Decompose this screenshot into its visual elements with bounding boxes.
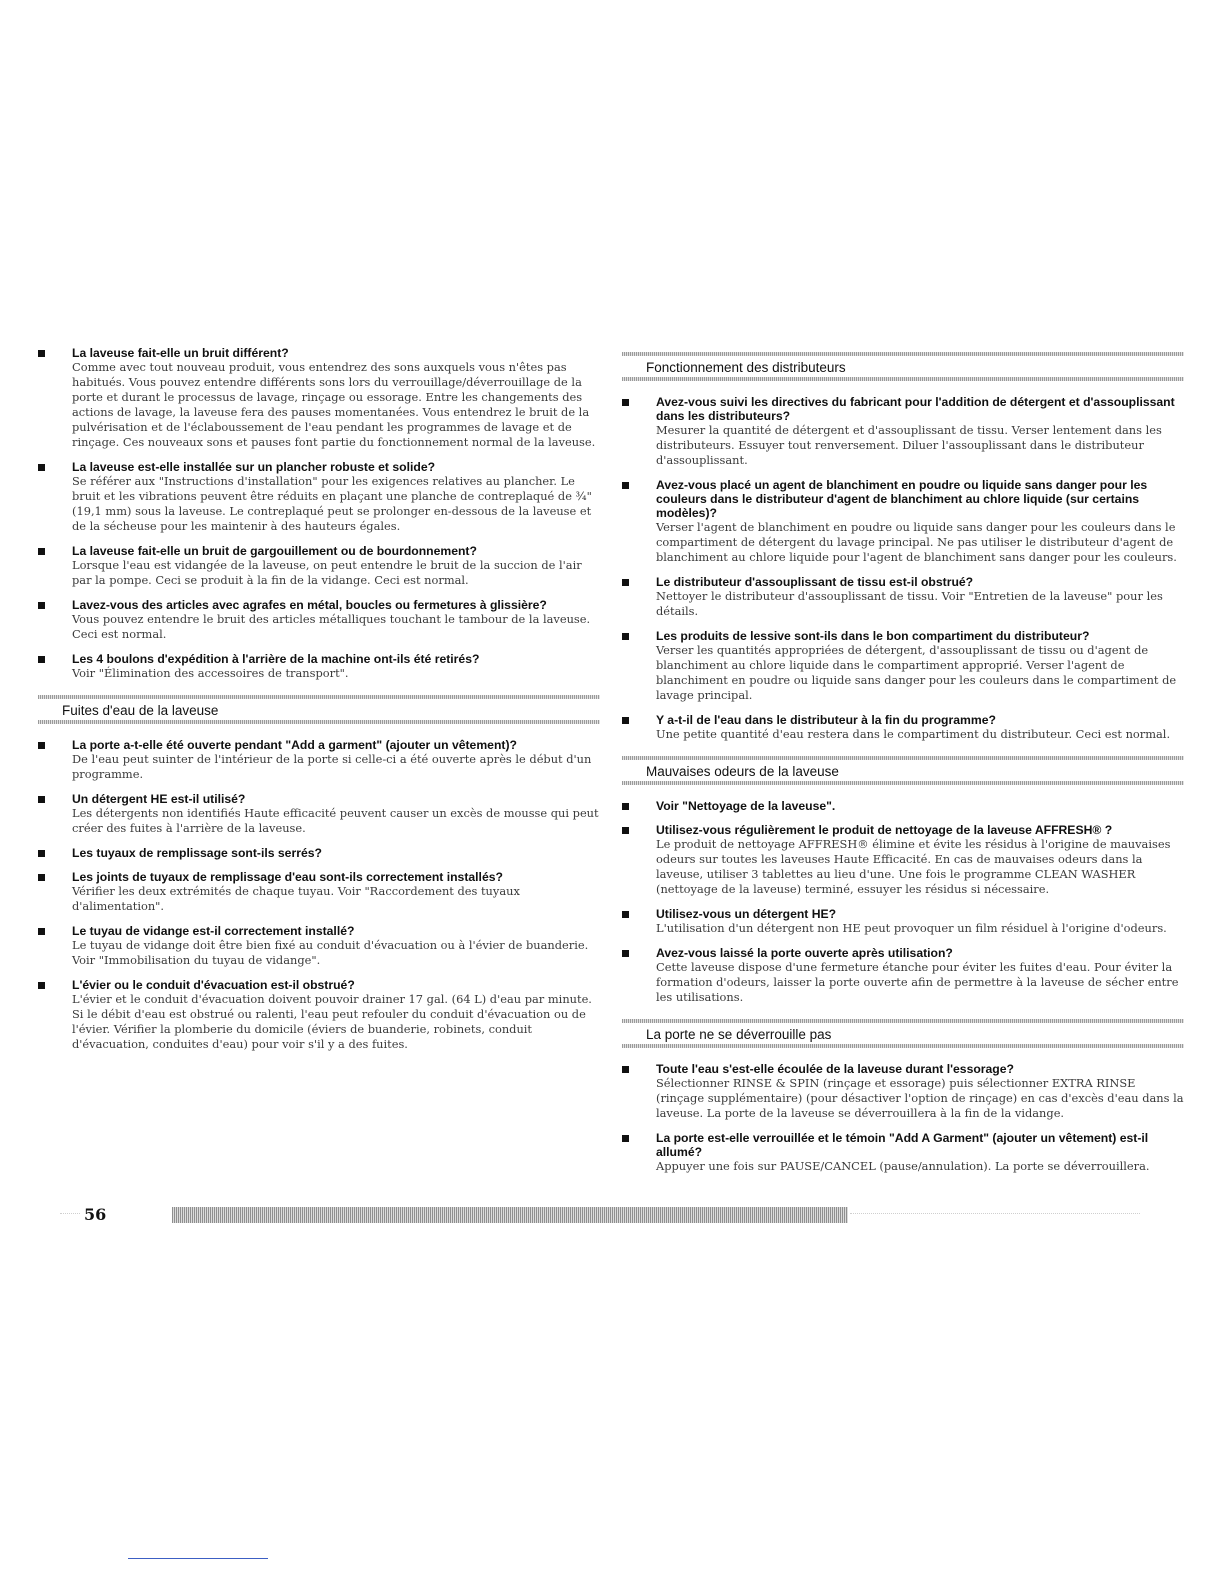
- section-header: [622, 1019, 1184, 1048]
- square-bullet-icon: [622, 1066, 629, 1073]
- faq-question: Les 4 boulons d'expédition à l'arrière de la machine ont-ils été retirés?: [72, 652, 480, 666]
- faq-item: [38, 598, 600, 642]
- footer-dotted-rule: [850, 1213, 1140, 1215]
- faq-question: Lavez-vous des articles avec agrafes en métal, boucles ou fermetures à glissière?: [72, 598, 547, 612]
- section-rule: [622, 781, 1184, 785]
- page-footer: [60, 1205, 1140, 1225]
- faq-item: [38, 460, 600, 534]
- faq-answer: Comme avec tout nouveau produit, vous entendrez des sons auxquels vous n'êtes pas habitués. Vous pouvez entendre différents sons lors du verrouillage/déverrouillage de la porte et durant le processus de lavage, rinçage ou essorage. Entre les changements des actions de lavage, la laveuse fera des pauses momentanées. Vous entendrez le bruit de la pulvérisation et de l'éclaboussement de l'eau pendant les programmes de lavage et de rinçage. Ces nouveaux sons et pauses font partie du fonctionnement normal de la laveuse.: [72, 360, 596, 449]
- faq-answer: Voir "Élimination des accessoires de transport".: [72, 666, 349, 680]
- section-header: [622, 756, 1184, 785]
- faq-question: Avez-vous placé un agent de blanchiment en poudre ou liquide sans danger pour les couleurs dans le distributeur d'agent de blanchiment au chlore liquide (sur certains modèles)?: [656, 478, 1148, 520]
- square-bullet-icon: [622, 579, 629, 586]
- bottom-underline: [128, 1558, 268, 1559]
- faq-question: Toute l'eau s'est-elle écoulée de la laveuse durant l'essorage?: [656, 1062, 1014, 1076]
- section-rule: [622, 1044, 1184, 1048]
- footer-rule: [172, 1207, 848, 1223]
- faq-item: [38, 738, 600, 782]
- section-title: Mauvaises odeurs de la laveuse: [646, 764, 839, 779]
- faq-item: [38, 846, 600, 860]
- square-bullet-icon: [38, 742, 45, 749]
- square-bullet-icon: [38, 796, 45, 803]
- section-title: La porte ne se déverrouille pas: [646, 1027, 832, 1042]
- faq-item: [38, 652, 600, 681]
- faq-item: [622, 799, 1184, 813]
- square-bullet-icon: [38, 850, 45, 857]
- faq-question: La laveuse fait-elle un bruit de gargouillement ou de bourdonnement?: [72, 544, 477, 558]
- faq-item: [38, 792, 600, 836]
- faq-answer: Appuyer une fois sur PAUSE/CANCEL (pause/annulation). La porte se déverrouillera.: [656, 1159, 1150, 1173]
- faq-answer: L'évier et le conduit d'évacuation doivent pouvoir drainer 17 gal. (64 L) d'eau par minute. Si le débit d'eau est obstrué ou ralenti, l'eau peut refouler du conduit d'évacuation ou de l'évier. Vérifier la plomberie du domicile (éviers de buanderie, robinets, conduit d'évacuation, conduites d'eau) pour voir s'il y a des fuites.: [72, 992, 592, 1051]
- faq-item: [622, 946, 1184, 1005]
- faq-question: Le distributeur d'assouplissant de tissu est-il obstrué?: [656, 575, 974, 589]
- square-bullet-icon: [622, 633, 629, 640]
- faq-question: Utilisez-vous un détergent HE?: [656, 907, 837, 921]
- faq-question: Utilisez-vous régulièrement le produit de nettoyage de la laveuse AFFRESH® ?: [656, 823, 1113, 837]
- faq-item: [622, 478, 1184, 565]
- square-bullet-icon: [38, 656, 45, 663]
- faq-question: La porte a-t-elle été ouverte pendant "Add a garment" (ajouter un vêtement)?: [72, 738, 517, 752]
- faq-question: Les tuyaux de remplissage sont-ils serrés?: [72, 846, 322, 860]
- faq-question: Les joints de tuyaux de remplissage d'eau sont-ils correctement installés?: [72, 870, 503, 884]
- square-bullet-icon: [622, 803, 629, 810]
- faq-question: Le tuyau de vidange est-il correctement installé?: [72, 924, 355, 938]
- square-bullet-icon: [622, 717, 629, 724]
- faq-question: Avez-vous suivi les directives du fabricant pour l'addition de détergent et d'assouplissant dans les distributeurs?: [656, 395, 1175, 423]
- faq-answer: Vérifier les deux extrémités de chaque tuyau. Voir "Raccordement des tuyaux d'alimentation".: [72, 884, 520, 913]
- faq-item: [622, 629, 1184, 703]
- faq-item: [38, 346, 600, 450]
- section-header: [38, 695, 600, 724]
- section-title: Fonctionnement des distributeurs: [646, 360, 846, 375]
- faq-question: L'évier ou le conduit d'évacuation est-il obstrué?: [72, 978, 355, 992]
- faq-answer: Les détergents non identifiés Haute efficacité peuvent causer un excès de mousse qui peut créer des fuites à l'arrière de la laveuse.: [72, 806, 599, 835]
- faq-answer: Sélectionner RINSE & SPIN (rinçage et essorage) puis sélectionner EXTRA RINSE (rinçage supplémentaire) (pour désactiver l'option de rinçage) en cas d'excès d'eau dans la laveuse. La porte de la laveuse se déverrouillera à la fin de la vidange.: [656, 1076, 1184, 1120]
- faq-item: [622, 395, 1184, 468]
- faq-question: La porte est-elle verrouillée et le témoin "Add A Garment" (ajouter un vêtement) est-il allumé?: [656, 1131, 1149, 1159]
- faq-item: [622, 907, 1184, 936]
- faq-question: Y a-t-il de l'eau dans le distributeur à la fin du programme?: [656, 713, 996, 727]
- square-bullet-icon: [622, 482, 629, 489]
- page-number: 56: [84, 1205, 107, 1224]
- section-header: [622, 352, 1184, 381]
- square-bullet-icon: [38, 602, 45, 609]
- faq-question: La laveuse fait-elle un bruit différent?: [72, 346, 289, 360]
- faq-item: [38, 870, 600, 914]
- square-bullet-icon: [38, 464, 45, 471]
- section-title: Fuites d'eau de la laveuse: [62, 703, 219, 718]
- square-bullet-icon: [622, 399, 629, 406]
- faq-answer: Une petite quantité d'eau restera dans le compartiment du distributeur. Ceci est normal.: [656, 727, 1171, 741]
- faq-question: Un détergent HE est-il utilisé?: [72, 792, 246, 806]
- faq-answer: Nettoyer le distributeur d'assouplissant de tissu. Voir "Entretien de la laveuse" pour les détails.: [656, 589, 1163, 618]
- faq-answer: Cette laveuse dispose d'une fermeture étanche pour éviter les fuites d'eau. Pour éviter la formation d'odeurs, laisser la porte ouverte afin de permettre à la laveuse de sécher entre les utilisations.: [656, 960, 1179, 1004]
- faq-answer: Se référer aux "Instructions d'installation" pour les exigences relatives au plancher. Le bruit et les vibrations peuvent être réduits en plaçant une planche de contreplaqué de ¾" (19,1 mm) sous la laveuse. Le contreplaqué peut se prolonger en-dessous de la laveuse et de la sécheuse pour les maintenir à des hauteurs égales.: [72, 474, 592, 533]
- faq-item: [38, 978, 600, 1052]
- faq-answer: Mesurer la quantité de détergent et d'assouplissant de tissu. Verser lentement dans les distributeurs. Essuyer tout renversement. Diluer l'assouplissant dans le distributeur d'assouplissant.: [656, 423, 1162, 467]
- faq-answer: Vous pouvez entendre le bruit des articles métalliques touchant le tambour de la laveuse. Ceci est normal.: [72, 612, 591, 641]
- square-bullet-icon: [622, 827, 629, 834]
- square-bullet-icon: [38, 350, 45, 357]
- faq-question: La laveuse est-elle installée sur un plancher robuste et solide?: [72, 460, 436, 474]
- faq-answer: Le produit de nettoyage AFFRESH® élimine et évite les résidus à l'origine de mauvaises odeurs sur toutes les laveuses Haute Efficacité. En cas de mauvaises odeurs dans la laveuse, utiliser 3 tablettes au lieu d'une. Une fois le programme CLEAN WASHER (nettoyage de la laveuse) terminé, essuyer les résidus si nécessaire.: [656, 837, 1171, 896]
- faq-item: [38, 924, 600, 968]
- faq-question: Voir "Nettoyage de la laveuse".: [656, 799, 836, 813]
- faq-question: Avez-vous laissé la porte ouverte après utilisation?: [656, 946, 953, 960]
- faq-item: [622, 575, 1184, 619]
- square-bullet-icon: [622, 1135, 629, 1142]
- left-column: [38, 346, 600, 1062]
- right-column: [622, 346, 1184, 1184]
- faq-item: [622, 1062, 1184, 1121]
- square-bullet-icon: [622, 911, 629, 918]
- square-bullet-icon: [622, 950, 629, 957]
- section-rule: [38, 720, 600, 724]
- faq-item: [622, 823, 1184, 897]
- square-bullet-icon: [38, 548, 45, 555]
- faq-answer: De l'eau peut suinter de l'intérieur de la porte si celle-ci a été ouverte après le début d'un programme.: [72, 752, 592, 781]
- square-bullet-icon: [38, 928, 45, 935]
- section-rule: [622, 377, 1184, 381]
- square-bullet-icon: [38, 982, 45, 989]
- faq-answer: Verser les quantités appropriées de détergent, d'assouplissant de tissu ou d'agent de blanchiment au chlore liquide dans le compartiment approprié. Verser l'agent de blanchiment en poudre ou liquide sans danger pour les couleurs dans le compartiment de lavage principal.: [656, 643, 1177, 702]
- faq-answer: L'utilisation d'un détergent non HE peut provoquer un film résiduel à l'origine d'odeurs.: [656, 921, 1167, 935]
- faq-item: [622, 1131, 1184, 1174]
- footer-dotted-rule: [60, 1213, 80, 1215]
- faq-item: [38, 544, 600, 588]
- faq-question: Les produits de lessive sont-ils dans le bon compartiment du distributeur?: [656, 629, 1090, 643]
- faq-answer: Lorsque l'eau est vidangée de la laveuse, on peut entendre le bruit de la succion de l'air par la pompe. Ceci se produit à la fin de la vidange. Ceci est normal.: [72, 558, 582, 587]
- faq-answer: Verser l'agent de blanchiment en poudre ou liquide sans danger pour les couleurs dans le compartiment de détergent du lavage principal. Ne pas utiliser le distributeur d'agent de blanchiment au chlore liquide pour l'agent de blanchiment sans danger pour les couleurs.: [656, 520, 1177, 564]
- faq-item: [622, 713, 1184, 742]
- faq-answer: Le tuyau de vidange doit être bien fixé au conduit d'évacuation ou à l'évier de buanderie. Voir "Immobilisation du tuyau de vidange".: [72, 938, 589, 967]
- square-bullet-icon: [38, 874, 45, 881]
